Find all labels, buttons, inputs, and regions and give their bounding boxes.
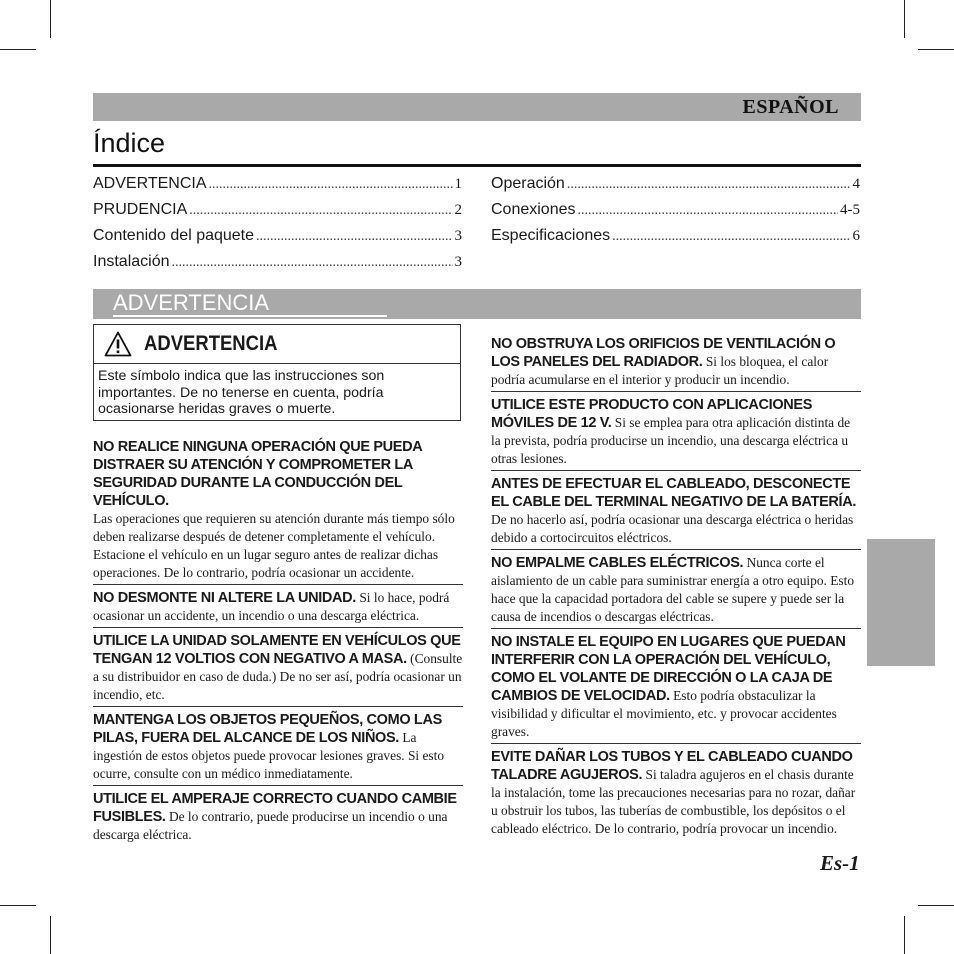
warning-item bbox=[491, 554, 861, 629]
toc-entry-label: PRUDENCIA bbox=[93, 201, 188, 218]
toc-entry-label: Operación bbox=[491, 175, 565, 192]
toc-entry-page: 4 bbox=[852, 176, 860, 192]
toc-left-column bbox=[93, 175, 462, 279]
warning-triangle-icon bbox=[104, 331, 132, 357]
crop-mark bbox=[918, 49, 954, 50]
toc-entry-label: Instalación bbox=[93, 253, 170, 270]
toc-entry[interactable] bbox=[93, 227, 462, 253]
toc-leader bbox=[189, 203, 452, 219]
toc-entry-page: 1 bbox=[454, 176, 462, 192]
warning-item-body: De no hacerlo así, podría ocasionar una descarga eléctrica o heridas debido a cortocircuitos eléctricos. bbox=[491, 512, 854, 545]
crop-mark bbox=[50, 0, 51, 38]
toc-entry-page: 4-5 bbox=[840, 202, 860, 218]
warning-item-body: Nunca corte el aislamiento de un cable para suministrar energía a otro equipo. Esto hace que la capacidad portadora del cable se supere y puede ser la causa de incendios o descargas eléctricas. bbox=[491, 555, 855, 624]
toc-entry[interactable] bbox=[491, 175, 860, 201]
warning-box-header bbox=[94, 325, 460, 364]
crop-mark bbox=[0, 49, 36, 50]
warning-item-body: La ingestión de estos objetos puede provocar lesiones graves. Si esto ocurre, consulte con un médico inmediatamente. bbox=[93, 730, 445, 781]
toc-entry[interactable] bbox=[491, 227, 860, 253]
warning-item-body: Si lo hace, podrá ocasionar un accidente, un incendio o una descarga eléctrica. bbox=[93, 590, 450, 623]
warnings-right-column bbox=[491, 335, 861, 844]
toc-entry-page: 6 bbox=[852, 228, 860, 244]
warning-item-heading: UTILICE LA UNIDAD SOLAMENTE EN VEHÍCULOS QUE TENGAN 12 VOLTIOS CON NEGATIVO A MASA. bbox=[93, 633, 461, 667]
crop-mark bbox=[50, 916, 51, 954]
warning-item bbox=[93, 589, 463, 628]
toc-entry[interactable] bbox=[93, 201, 462, 227]
toc-leader bbox=[256, 229, 452, 245]
toc-entry[interactable] bbox=[93, 175, 462, 201]
toc-entry[interactable] bbox=[491, 201, 860, 227]
warning-item-body: Si se emplea para otra aplicación distinta de la prevista, podría producirse un incendio, una descarga eléctrica u otras lesiones. bbox=[491, 415, 851, 466]
warning-item bbox=[93, 790, 463, 846]
toc-entry-page: 3 bbox=[454, 228, 462, 244]
crop-mark bbox=[918, 905, 954, 906]
toc-entry-label: Contenido del paquete bbox=[93, 227, 255, 244]
warning-item-heading: NO REALICE NINGUNA OPERACIÓN QUE PUEDA DISTRAER SU ATENCIÓN Y COMPROMETER LA SEGURIDAD DURANTE LA CONDUCCIÓN DEL VEHÍCULO. bbox=[93, 439, 422, 509]
warnings-left-column bbox=[93, 438, 463, 850]
toc-entry-label: Especificaciones bbox=[491, 227, 611, 244]
warning-item-body: (Consulte a su distribuidor en caso de duda.) De no ser así, podría ocasionar un incendio, etc. bbox=[93, 651, 463, 702]
page-title: Índice bbox=[93, 128, 166, 158]
warning-item-heading: NO EMPALME CABLES ELÉCTRICOS. bbox=[491, 555, 744, 571]
toc-leader bbox=[209, 177, 453, 193]
crop-mark bbox=[904, 0, 905, 38]
toc-entry-label: Conexiones bbox=[491, 201, 576, 218]
toc-entry-page: 2 bbox=[454, 202, 462, 218]
toc-right-column bbox=[491, 175, 860, 253]
warning-item bbox=[491, 633, 861, 744]
toc-leader bbox=[172, 255, 453, 271]
warning-item-body: Las operaciones que requieren su atención durante más tiempo sólo deben realizarse después de detener completamente el vehículo. Estacione el vehículo en un lugar seguro antes de realizar dichas operaciones. De lo contrario, podría ocasionar un accidente. bbox=[93, 511, 455, 580]
warning-item bbox=[93, 711, 463, 786]
toc-leader bbox=[578, 203, 839, 219]
warning-item bbox=[491, 396, 861, 471]
toc-entry-page: 3 bbox=[454, 254, 462, 270]
section-title-underline bbox=[113, 315, 387, 317]
crop-mark bbox=[0, 905, 36, 906]
warning-item bbox=[93, 438, 463, 585]
warning-item-body: Si los bloquea, el calor podría acumularse en el interior y producir un incendio. bbox=[491, 354, 829, 387]
warning-item-heading: NO OBSTRUYA LOS ORIFICIOS DE VENTILACIÓN O LOS PANELES DEL RADIADOR. bbox=[491, 336, 836, 370]
thumb-index-tab bbox=[867, 539, 935, 666]
warning-item-heading: NO DESMONTE NI ALTERE LA UNIDAD. bbox=[93, 590, 356, 606]
warning-box-title: ADVERTENCIA bbox=[144, 332, 278, 355]
section-header-bar bbox=[93, 289, 861, 319]
title-rule bbox=[93, 164, 861, 167]
section-title: ADVERTENCIA bbox=[113, 290, 270, 315]
crop-mark bbox=[904, 916, 905, 954]
warning-item-body: Esto podría obstaculizar la visibilidad y dificultar el movimiento, etc. y provocar accidentes graves. bbox=[491, 688, 837, 739]
warning-box bbox=[93, 324, 461, 421]
warning-item-body: De lo contrario, puede producirse un incendio o una descarga eléctrica. bbox=[93, 809, 448, 842]
warning-item-body: Si taladra agujeros en el chasis durante la instalación, tome las precauciones necesarias para no rozar, dañar u obstruir los tubos, las tuberías de combustible, los depósitos o el cableado eléctrico. De lo contrario, podría provocar un incendio. bbox=[491, 767, 856, 836]
warning-item-heading: ANTES DE EFECTUAR EL CABLEADO, DESCONECTE EL CABLE DEL TERMINAL NEGATIVO DE LA BATERÍA. bbox=[491, 476, 857, 510]
toc-leader bbox=[567, 177, 851, 193]
warning-item bbox=[93, 632, 463, 707]
warning-item bbox=[491, 475, 861, 550]
toc-entry-label: ADVERTENCIA bbox=[93, 175, 207, 192]
language-header-bar bbox=[93, 93, 861, 121]
warning-box-text: Este símbolo indica que las instrucciones son importantes. De no tenerse en cuenta, podría ocasionarse heridas graves o muerte. bbox=[98, 368, 385, 417]
warning-item bbox=[491, 748, 861, 840]
warning-item-heading: EVITE DAÑAR LOS TUBOS Y EL CABLEADO CUANDO TALADRE AGUJEROS. bbox=[491, 749, 853, 783]
warning-item-heading: MANTENGA LOS OBJETOS PEQUEÑOS, COMO LAS PILAS, FUERA DEL ALCANCE DE LOS NIÑOS. bbox=[93, 712, 442, 746]
page-number: Es-1 bbox=[820, 851, 860, 875]
warning-item-heading: UTILICE EL AMPERAJE CORRECTO CUANDO CAMBIE FUSIBLES. bbox=[93, 791, 457, 825]
toc-entry[interactable] bbox=[93, 253, 462, 279]
toc-leader bbox=[612, 229, 850, 245]
warning-item bbox=[491, 335, 861, 392]
warning-item-heading: NO INSTALE EL EQUIPO EN LUGARES QUE PUEDAN INTERFERIR CON LA OPERACIÓN DEL VEHÍCULO, COMO EL VOLANTE DE DIRECCIÓN O LA CAJA DE CAMBIOS DE VELOCIDAD. bbox=[491, 634, 846, 704]
language-label: ESPAÑOL bbox=[742, 96, 839, 118]
warning-item-heading: UTILICE ESTE PRODUCTO CON APLICACIONES MÓVILES DE 12 V. bbox=[491, 397, 813, 431]
